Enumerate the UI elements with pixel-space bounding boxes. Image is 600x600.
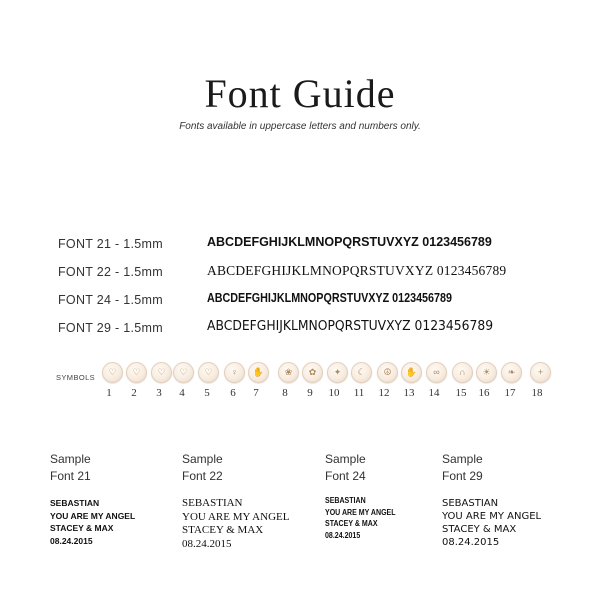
font-sample: ABCDEFGHIJKLMNOPQRSTUVXYZ 0123456789 — [207, 319, 494, 334]
page-title: Font Guide — [204, 71, 396, 116]
symbol-number: 13 — [403, 387, 415, 399]
infinity-icon: ∞ — [426, 362, 447, 383]
symbol-number: 15 — [455, 387, 467, 399]
sample-line: SEBASTIAN — [50, 498, 100, 508]
symbol-number: 5 — [204, 387, 210, 399]
symbol-number: 3 — [156, 387, 162, 399]
paw-print-icon: ❀ — [278, 362, 299, 383]
symbol-number: 17 — [504, 387, 516, 399]
sample-line: STACEY & MAX — [325, 519, 378, 528]
font-row-29 — [0, 321, 600, 343]
sample-line: STACEY & MAX — [50, 523, 114, 533]
symbol-number: 2 — [131, 387, 137, 399]
peace-sign-icon: ☮ — [377, 362, 398, 383]
sample-line: 08.24.2015 — [325, 530, 361, 540]
sample-line: SEBASTIAN — [442, 498, 499, 509]
ribbon-icon: ❧ — [501, 362, 522, 383]
heart-outline-icon: ♡ — [151, 362, 172, 383]
heart-outline-icon: ♡ — [102, 362, 123, 383]
sample-font-name: Font 24 — [325, 469, 366, 483]
flower-icon: ✿ — [302, 362, 323, 383]
sample-line: YOU ARE MY ANGEL — [442, 511, 542, 522]
font-label: FONT 22 - 1.5mm — [58, 265, 163, 279]
symbol-number: 4 — [179, 387, 185, 399]
sample-line: YOU ARE MY ANGEL — [182, 510, 290, 523]
symbol-number: 8 — [282, 387, 288, 399]
sample-line: YOU ARE MY ANGEL — [325, 507, 396, 517]
font-row-24 — [0, 293, 600, 315]
font-label: FONT 29 - 1.5mm — [58, 321, 163, 335]
symbol-number: 1 — [106, 387, 112, 399]
sample-heading: Sample — [325, 452, 366, 466]
sample-font-name: Font 29 — [442, 469, 483, 483]
sample-line: STACEY & MAX — [182, 524, 264, 536]
sample-line: STACEY & MAX — [442, 524, 517, 535]
page-subtitle: Fonts available in uppercase letters and numbers only. — [179, 121, 421, 132]
symbol-number: 10 — [328, 387, 340, 399]
font-sample: ABCDEFGHIJKLMNOPQRSTUVXYZ 0123456789 — [207, 291, 452, 305]
font-label: FONT 21 - 1.5mm — [58, 237, 163, 251]
symbols-label: SYMBOLS — [56, 373, 96, 382]
sample-heading: Sample — [442, 452, 483, 466]
hands-icon: ✋ — [248, 362, 269, 383]
symbol-number: 16 — [478, 387, 490, 399]
sample-font-name: Font 22 — [182, 469, 223, 483]
symbol-number: 7 — [253, 387, 259, 399]
sample-line: 08.24.2015 — [182, 537, 232, 550]
font-sample: ABCDEFGHIJKLMNOPQRSTUVXYZ 0123456789 — [207, 235, 492, 249]
sample-font-29 — [442, 451, 541, 549]
crescent-moon-icon: ☾ — [351, 362, 372, 383]
symbol-number: 14 — [428, 387, 440, 399]
sample-line: 08.24.2015 — [442, 537, 500, 548]
heart-outline-icon: ♡ — [198, 362, 219, 383]
sun-icon: ☀ — [476, 362, 497, 383]
symbol-number: 18 — [531, 387, 543, 399]
heart-outline-icon: ♡ — [126, 362, 147, 383]
symbol-number: 11 — [353, 387, 365, 399]
sample-heading: Sample — [50, 452, 91, 466]
horseshoe-icon: ∩ — [452, 362, 473, 383]
symbol-number: 9 — [307, 387, 313, 399]
font-label: FONT 24 - 1.5mm — [58, 293, 163, 307]
sample-line: SEBASTIAN — [182, 497, 243, 509]
sample-line: 08.24.2015 — [50, 535, 93, 546]
symbol-number: 6 — [230, 387, 236, 399]
heart-outline-icon: ♡ — [173, 362, 194, 383]
hamsa-hand-icon: ✋ — [401, 362, 422, 383]
font-row-22 — [0, 265, 600, 287]
cross-icon: + — [530, 362, 551, 383]
sample-font-21 — [50, 451, 135, 547]
sample-font-name: Font 21 — [50, 469, 91, 483]
figure-icon: ♀ — [224, 362, 245, 383]
sparkle-icon: ✦ — [327, 362, 348, 383]
sample-heading: Sample — [182, 452, 223, 466]
sample-line: YOU ARE MY ANGEL — [50, 510, 136, 521]
sample-font-22 — [182, 451, 289, 551]
font-sample: ABCDEFGHIJKLMNOPQRSTUVXYZ 0123456789 — [207, 263, 507, 278]
symbol-number: 12 — [378, 387, 390, 399]
font-row-21 — [0, 237, 600, 259]
sample-font-24 — [325, 451, 405, 541]
sample-line: SEBASTIAN — [325, 496, 366, 505]
